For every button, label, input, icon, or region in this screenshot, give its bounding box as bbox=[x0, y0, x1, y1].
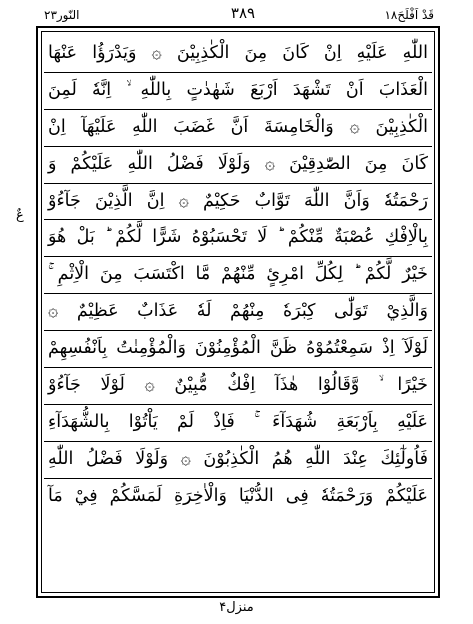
text-line: بِالْاِفْكِ عُصْبَةٌ مِّنْكُمْ ؕ لَا تَحْسَبُوْهُ شَرًّا لَّكُمْ ؕ بَلْ هُوَ bbox=[44, 220, 432, 257]
text-line: كَانَ مِنَ الصّٰدِقِيْنَ ۞ وَلَوْلَا فَضْلُ اللّٰهِ عَلَيْكُمْ وَ bbox=[44, 147, 432, 184]
page-number: ٣٨٩ bbox=[230, 4, 256, 22]
text-line: اللّٰهِ عَلَيْهِ اِنْ كَانَ مِنَ الْكٰذِبِيْنَ ۞ وَيَدْرَؤُا عَنْهَا bbox=[44, 36, 432, 73]
text-line: وَالَّذِيْ تَوَلّٰى كِبْرَهٗ مِنْهُمْ لَهٗ عَذَابٌ عَظِيْمٌ ۞ bbox=[44, 294, 432, 331]
text-line: فَاُولٰٓئِكَ عِنْدَ اللّٰهِ هُمُ الْكٰذِبُوْنَ ۞ وَلَوْلَا فَضْلُ اللّٰهِ bbox=[44, 442, 432, 479]
text-line: خَيْرًا ۙ وَّقَالُوْا هٰذَآ اِفْكٌ مُّبِيْنٌ ۞ لَوْلَا جَآءُوْ bbox=[44, 368, 432, 405]
text-line: الْكٰذِبِيْنَ ۞ وَالْخَامِسَةَ اَنَّ غَضَبَ اللّٰهِ عَلَيْهَآ اِنْ bbox=[44, 110, 432, 147]
text-line: الْعَذَابَ اَنْ تَشْهَدَ اَرْبَعَ شَهٰدٰتٍ بِاللّٰهِ ۙ اِنَّهٗ لَمِنَ bbox=[44, 73, 432, 110]
ruku-margin-mark: عٌ bbox=[16, 208, 24, 223]
text-line: عَلَيْهِ بِاَرْبَعَةِ شُهَدَآءَ ۚ فَاِذْ لَمْ يَاْتُوْا بِالشُّهَدَآءِ bbox=[44, 405, 432, 442]
text-line: لَوْلَآ اِذْ سَمِعْتُمُوْهُ ظَنَّ الْمُؤْمِنُوْنَ وَالْمُؤْمِنٰتُ بِاَنْفُسِهِمْ bbox=[44, 331, 432, 368]
juz-name: قَدْ اَفْلَحَ١٨ bbox=[384, 8, 434, 22]
surah-name: النّور٢٣ bbox=[44, 8, 80, 22]
manzil-footer: منزل۴ bbox=[219, 600, 254, 615]
text-line: عَلَيْكُمْ وَرَحْمَتُهٗ فِى الدُّنْيَا وَالْاٰخِرَةِ لَمَسَّكُمْ فِيْ مَآ bbox=[48, 485, 428, 506]
text-block bbox=[44, 36, 432, 590]
text-line: رَحْمَتُهٗ وَاَنَّ اللّٰهَ تَوَّابٌ حَكِيْمٌ ۞ اِنَّ الَّذِيْنَ جَآءُوْ bbox=[44, 184, 432, 221]
text-line: خَيْرٌ لَّكُمْ ؕ لِكُلِّ امْرِئٍ مِّنْهُمْ مَّا اكْتَسَبَ مِنَ الْاِثْمِ ۚ bbox=[44, 257, 432, 294]
page-header bbox=[38, 4, 438, 28]
